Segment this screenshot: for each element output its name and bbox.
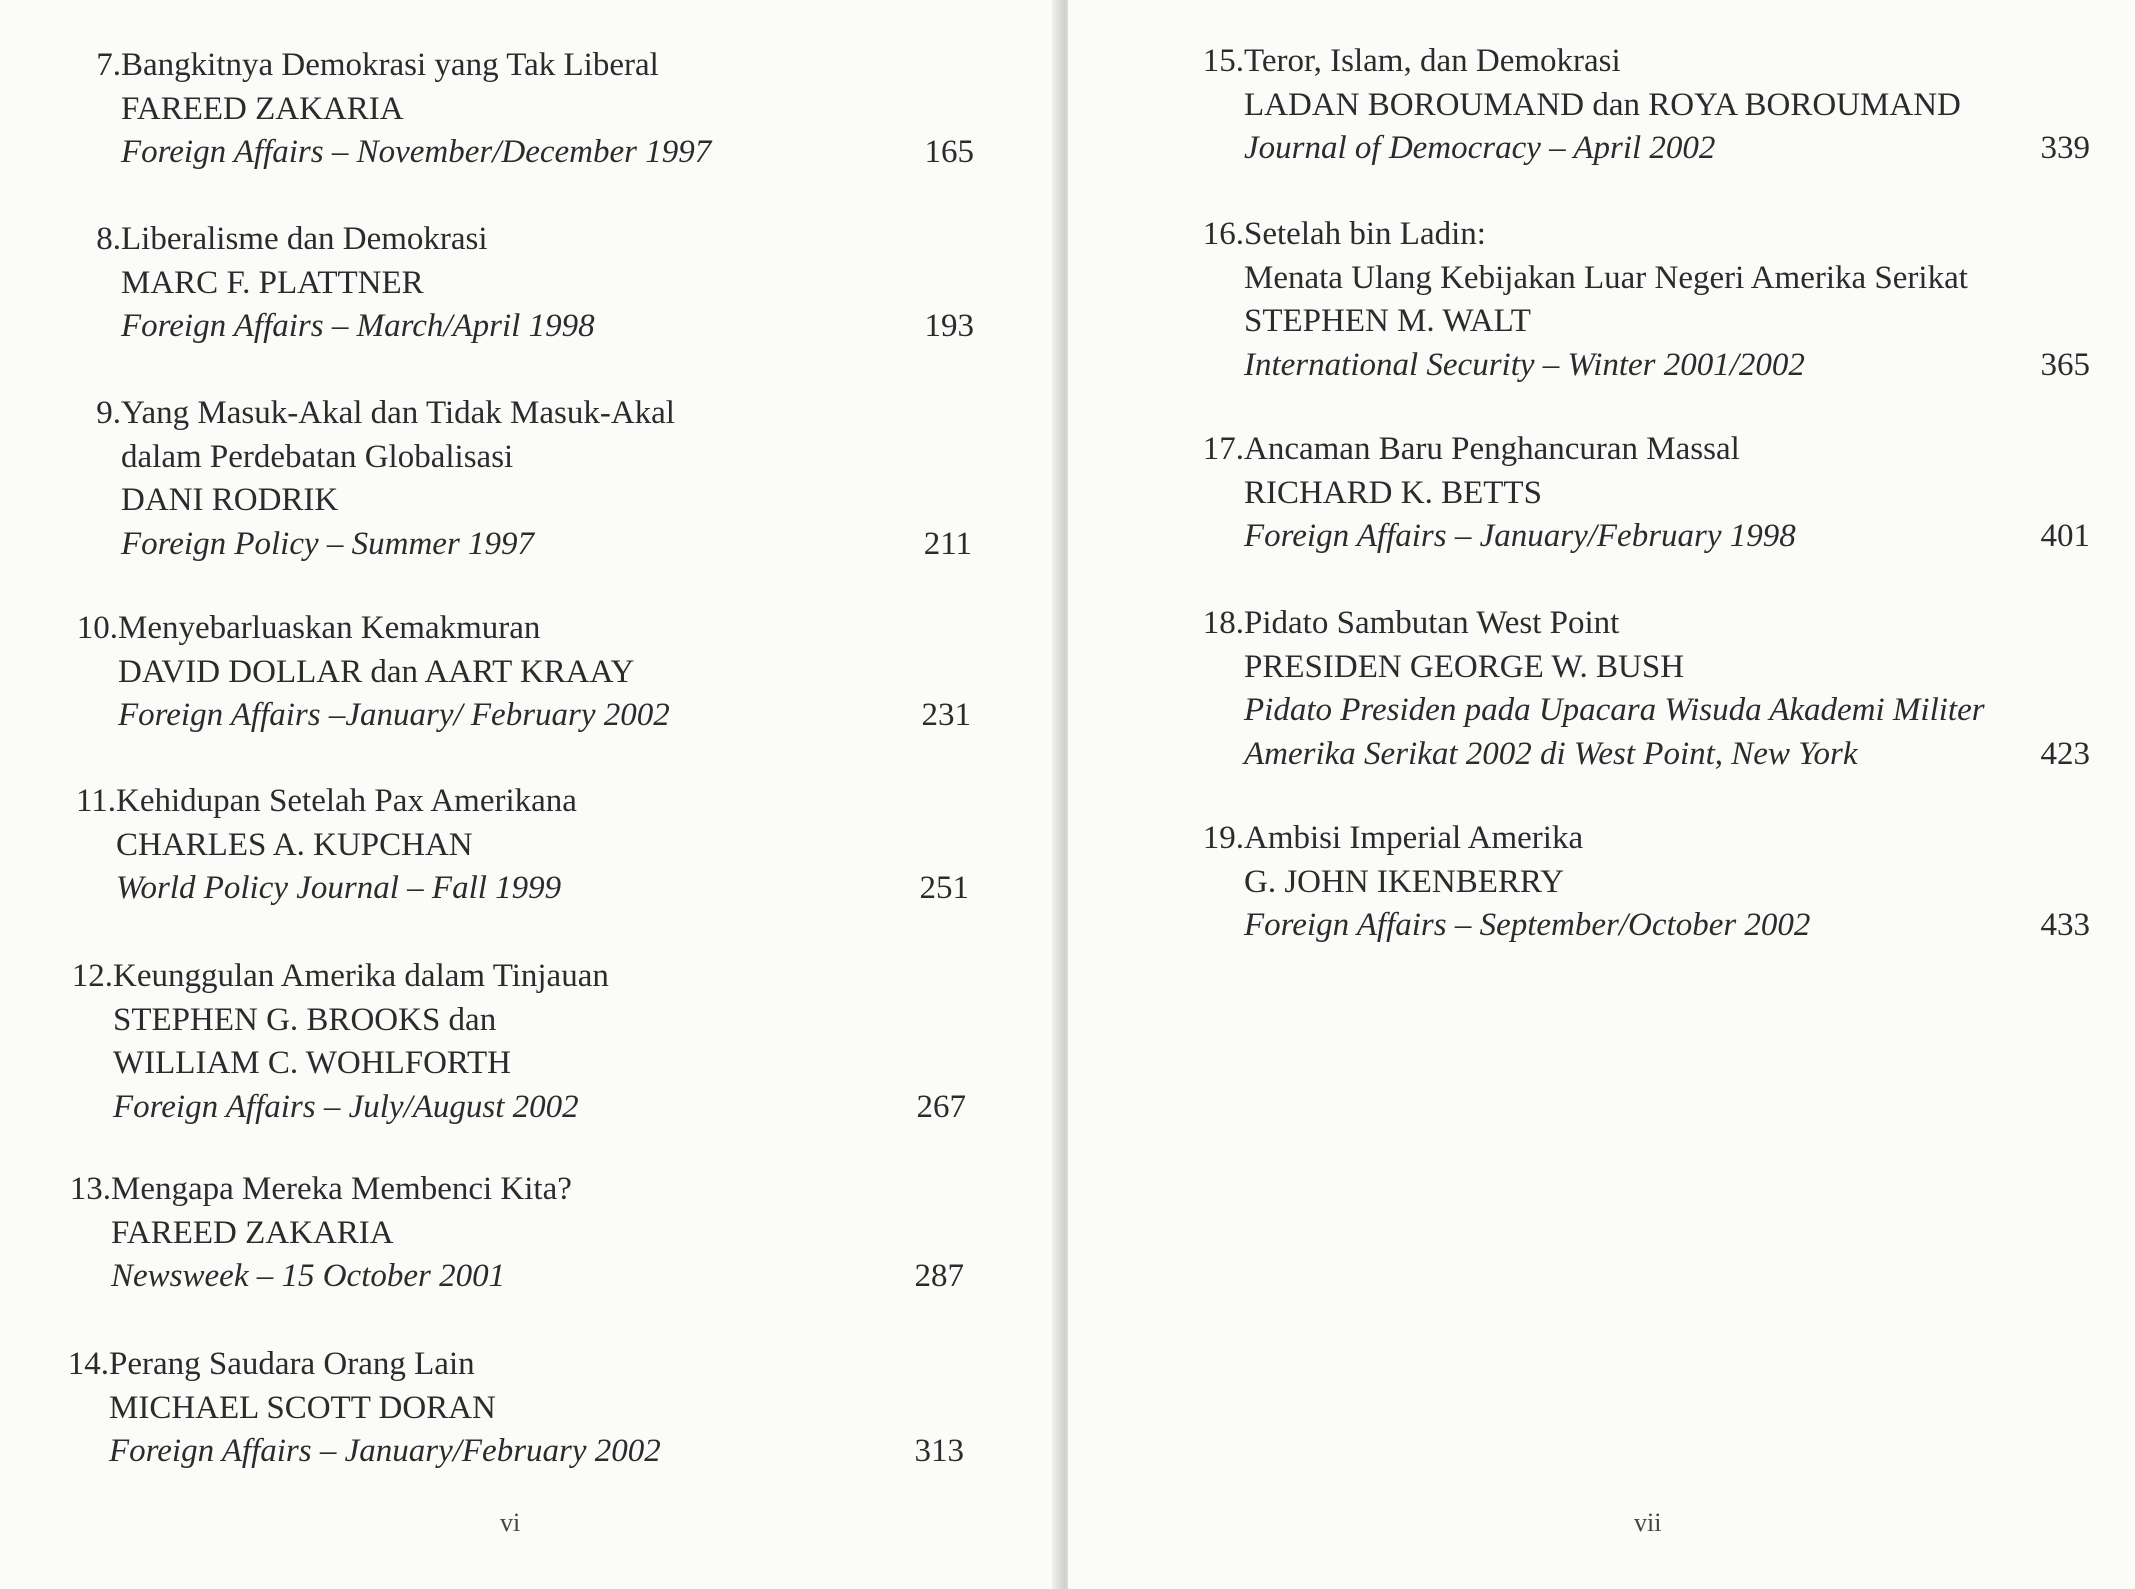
entry-page-number: 433 xyxy=(2040,907,2090,943)
entry-number: 15. xyxy=(1202,43,1244,79)
entry-source: Newsweek – 15 October 2001 xyxy=(111,1258,506,1294)
entry-title: Mengapa Mereka Membenci Kita? xyxy=(111,1171,572,1207)
entry-author-continued: WILLIAM C. WOHLFORTH xyxy=(113,1045,511,1081)
page-folio: vi xyxy=(500,1508,521,1537)
entry-title: Ancaman Baru Penghancuran Massal xyxy=(1244,431,1740,467)
entry-page-number: 251 xyxy=(919,870,969,906)
entry-author: MICHAEL SCOTT DORAN xyxy=(109,1389,496,1426)
entry-author: G. JOHN IKENBERRY xyxy=(1244,863,1564,900)
entry-author: MARC F. PLATTNER xyxy=(121,264,424,301)
entry-title: Liberalisme dan Demokrasi xyxy=(121,221,488,257)
entry-title: Perang Saudara Orang Lain xyxy=(109,1346,475,1382)
entry-title: Keunggulan Amerika dalam Tinjauan xyxy=(113,958,609,994)
entry-number: 16. xyxy=(1202,216,1244,252)
entry-source: Foreign Affairs – July/August 2002 xyxy=(113,1088,579,1125)
entry-source: Foreign Affairs – November/December 1997 xyxy=(121,134,712,170)
toc-entry xyxy=(1202,817,2090,948)
entry-page-number: 401 xyxy=(2040,518,2090,554)
entry-page-number: 165 xyxy=(924,134,974,170)
entry-author: RICHARD K. BETTS xyxy=(1244,474,1542,511)
entry-source: Foreign Affairs – September/October 2002 xyxy=(1244,907,1811,943)
entry-number: 19. xyxy=(1202,820,1244,856)
entry-page-number: 267 xyxy=(916,1088,966,1125)
entry-page-number: 423 xyxy=(2040,735,2090,772)
toc-entry xyxy=(1202,40,2090,171)
toc-entry xyxy=(1202,213,2090,387)
entry-page-number: 193 xyxy=(924,308,974,344)
toc-entry xyxy=(67,1343,964,1474)
entry-source: World Policy Journal – Fall 1999 xyxy=(116,870,562,906)
toc-entry xyxy=(71,955,966,1129)
entry-author: CHARLES A. KUPCHAN xyxy=(116,826,473,863)
entry-page-number: 211 xyxy=(923,525,972,562)
page-folio: vii xyxy=(1634,1508,1662,1537)
entry-number: 14. xyxy=(67,1346,109,1382)
entry-author: LADAN BOROUMAND dan ROYA BOROUMAND xyxy=(1244,86,1961,123)
entry-author: FAREED ZAKARIA xyxy=(121,90,404,127)
left-page xyxy=(0,0,1058,1589)
entry-author: STEPHEN M. WALT xyxy=(1244,303,1531,339)
entry-title-continued: dalam Perdebatan Globalisasi xyxy=(121,438,514,475)
entry-title-continued: Menata Ulang Kebijakan Luar Negeri Amerika Serikat xyxy=(1244,259,1968,296)
entry-page-number: 339 xyxy=(2040,130,2090,166)
entry-source: Pidato Presiden pada Upacara Wisuda Akademi Militer xyxy=(1244,692,1985,728)
entry-source: Foreign Affairs – January/February 2002 xyxy=(109,1433,661,1469)
toc-entry xyxy=(75,780,969,911)
entry-source: International Security – Winter 2001/2002 xyxy=(1244,346,1805,383)
entry-author: DANI RODRIK xyxy=(121,482,339,518)
entry-number: 18. xyxy=(1202,605,1244,641)
right-page xyxy=(1068,0,2135,1589)
entry-number: 11. xyxy=(75,783,116,819)
entry-source-continued: Amerika Serikat 2002 di West Point, New York xyxy=(1244,735,1858,772)
entry-number: 12. xyxy=(71,958,113,994)
toc-entry xyxy=(76,607,971,738)
entry-title: Yang Masuk-Akal dan Tidak Masuk-Akal xyxy=(121,395,675,431)
entry-author: DAVID DOLLAR dan AART KRAAY xyxy=(118,653,635,690)
toc-entry xyxy=(96,44,974,175)
toc-entry xyxy=(1202,602,2090,776)
entry-number: 13. xyxy=(69,1171,111,1207)
entry-number: 9. xyxy=(96,395,121,431)
entry-title: Pidato Sambutan West Point xyxy=(1244,605,1620,641)
entry-page-number: 287 xyxy=(914,1258,964,1294)
toc-entry xyxy=(1202,428,2090,559)
entry-author: FAREED ZAKARIA xyxy=(111,1214,394,1251)
entry-page-number: 231 xyxy=(921,697,971,733)
entry-number: 10. xyxy=(76,610,118,646)
entry-title: Kehidupan Setelah Pax Amerikana xyxy=(116,783,577,819)
entry-number: 7. xyxy=(96,47,121,83)
entry-title: Menyebarluaskan Kemakmuran xyxy=(118,610,541,646)
toc-entry xyxy=(96,218,974,349)
entry-number: 8. xyxy=(96,221,121,257)
entry-source: Foreign Policy – Summer 1997 xyxy=(121,525,535,562)
entry-author: STEPHEN G. BROOKS dan xyxy=(113,1001,497,1038)
entry-source: Foreign Affairs – March/April 1998 xyxy=(121,308,595,344)
entry-title: Teror, Islam, dan Demokrasi xyxy=(1244,43,1621,79)
entry-title: Setelah bin Ladin: xyxy=(1244,216,1486,252)
entry-source: Foreign Affairs – January/February 1998 xyxy=(1244,518,1796,554)
entry-author: PRESIDEN GEORGE W. BUSH xyxy=(1244,648,1685,685)
toc-entry xyxy=(69,1168,964,1299)
toc-entry xyxy=(96,392,972,566)
entry-title: Bangkitnya Demokrasi yang Tak Liberal xyxy=(121,47,659,83)
entry-title: Ambisi Imperial Amerika xyxy=(1244,820,1584,856)
entry-source: Journal of Democracy – April 2002 xyxy=(1244,130,1716,166)
entry-source: Foreign Affairs –January/ February 2002 xyxy=(118,697,670,733)
entry-number: 17. xyxy=(1202,431,1244,467)
entry-page-number: 365 xyxy=(2040,346,2090,383)
entry-page-number: 313 xyxy=(914,1433,964,1469)
